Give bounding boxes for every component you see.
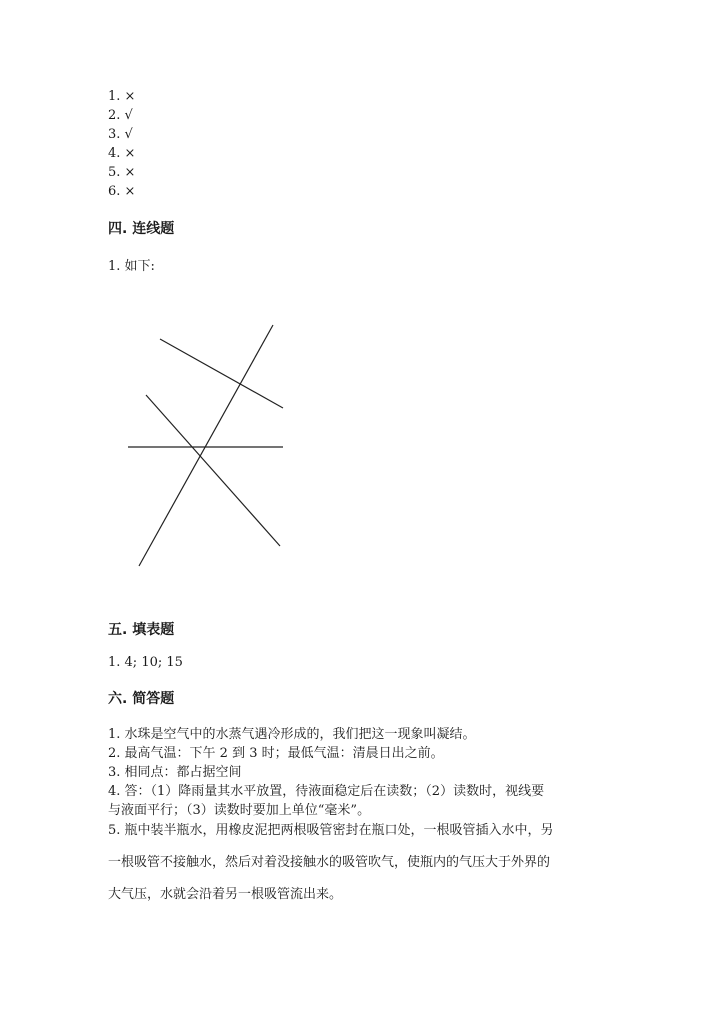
short-answer-line: 3. 相同点：都占据空间 bbox=[108, 765, 242, 780]
short-answer-line: 与液面平行；（3）读数时要加上单位“毫米”。 bbox=[108, 803, 371, 818]
section-heading-matching: 四. 连线题 bbox=[108, 221, 175, 237]
connection-line bbox=[160, 339, 283, 408]
short-answer-line: 2. 最高气温：下午 2 到 3 时；最低气温：清晨日出之前。 bbox=[108, 746, 444, 761]
judgement-answer: 6. × bbox=[108, 184, 136, 199]
judgement-answer: 5. × bbox=[108, 165, 136, 180]
short-answer-line: 4. 答：（1）降雨量其水平放置，待液面稳定后在读数；（2）读数时，视线要 bbox=[108, 784, 545, 799]
connection-line bbox=[146, 395, 280, 546]
section-heading-table: 五. 填表题 bbox=[108, 622, 175, 638]
short-answer-line: 1. 水珠是空气中的水蒸气遇冷形成的，我们把这一现象叫凝结。 bbox=[108, 727, 476, 742]
short-answer-line: 5. 瓶中装半瓶水，用橡皮泥把两根吸管密封在瓶口处，一根吸管插入水中，另 bbox=[108, 823, 554, 838]
matching-answer-label: 1. 如下: bbox=[108, 259, 155, 274]
connection-line bbox=[139, 325, 273, 566]
section-heading-short-answer: 六. 简答题 bbox=[108, 691, 175, 707]
judgement-answer: 3. √ bbox=[108, 127, 133, 142]
judgement-answer: 2. √ bbox=[108, 108, 133, 123]
judgement-answer: 1. × bbox=[108, 89, 136, 104]
short-answer-line: 大气压，水就会沿着另一根吸管流出来。 bbox=[108, 887, 343, 902]
short-answer-line: 一根吸管不接触水，然后对着没接触水的吸管吹气，使瓶内的气压大于外界的 bbox=[108, 855, 551, 870]
judgement-answer: 4. × bbox=[108, 146, 136, 161]
table-answer: 1. 4; 10; 15 bbox=[108, 655, 183, 670]
